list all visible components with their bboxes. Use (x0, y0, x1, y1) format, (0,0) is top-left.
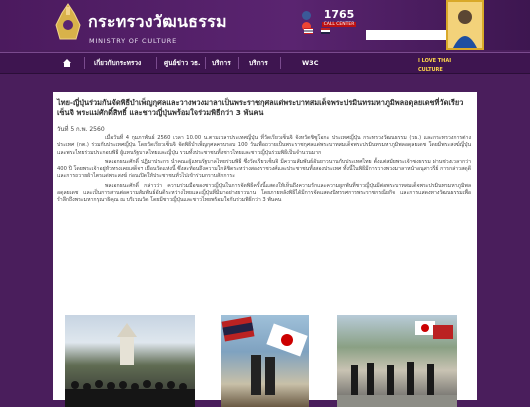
nav-services-2[interactable]: บริการ (249, 59, 268, 67)
home-icon[interactable] (62, 58, 72, 68)
article-body (57, 135, 471, 207)
article-title: ไทย-ญี่ปุ่นร่วมกันจัดพิธีบำเพ็ญกุศลและวางพวงมาลาเป็นพระราชกุศลแด่พระบาทสมเด็จพระปรมินทรมหาภูมิพลอดุลยเดชที่วัดเรียวเซ็นจิ พระแม่ศักดิ์สิทธิ์ และชาวญี่ปุ่นพร้อมใจร่วมพิธีกว่า 3 พันคน (57, 98, 464, 117)
thai-flag-icon[interactable] (304, 28, 313, 34)
site-title[interactable]: กระทรวงวัฒนธรรม (88, 12, 227, 31)
call-center-label: CALL CENTER (323, 22, 355, 27)
royal-portrait (446, 0, 484, 50)
nav-about-ministry[interactable]: เกี่ยวกับกระทรวง (94, 59, 142, 67)
site-subtitle: MINISTRY OF CULTURE (89, 37, 178, 45)
photo-ceremony-procession (337, 315, 457, 407)
article-paragraph: พลเอกธนะศักดิ์ กล่าวว่า ความร่วมมือของชาวญี่ปุ่นในการจัดพิธีครั้งนี้แสดงให้เห็นถึงความรักและความผูกพันที่ชาวญี่ปุ่นมีต่อพระบาทสมเด็จพระปรมินทรมหาภูมิพลอดุลยเดช และเป็นการสานต่อความสัมพันธ์อันดีระหว่างไทยและญี่ปุ่นที่มีมาอย่างยาวนาน โดยภายหลังพิธีได้มีการจัดแสดงนิทรรศการพระราชกรณียกิจ และการแสดงทางวัฒนธรรมเพื่อรำลึกถึงพระมหากรุณาธิคุณ ณ บริเวณวัด โดยมีชาวญี่ปุ่นและชาวไทยพร้อมใจกันร่วมพิธีกว่า 3 พันคน (57, 182, 471, 204)
nav-separator (205, 57, 206, 69)
nav-separator (84, 57, 85, 69)
facebook-icon[interactable] (302, 11, 311, 20)
nav-separator (156, 57, 157, 69)
photo-flag-bearers (221, 315, 309, 407)
nav-separator (238, 57, 239, 69)
nav-services[interactable]: บริการ (212, 59, 231, 67)
nav-separator (280, 57, 281, 69)
ministry-logo-icon[interactable] (54, 3, 82, 43)
site-header (0, 0, 530, 50)
nav-i-love-thai-culture[interactable]: I LOVE THAI CULTURE (418, 58, 452, 73)
article-paragraph: เมื่อวันที่ 4 กุมภาพันธ์ 2560 เวลา 10.00 น.ตามเวลาประเทศญี่ปุ่น ที่วัดเรียวเซ็นจิ จังหวัดชิซูโอกะ ประเทศญี่ปุ่น กระทรวงวัฒนธรรม (วธ.) และกระทรวงการต่างประเทศ (กต.) ร่วมกับประเทศญี่ปุ่น โดยวัดเรียวเซ็นจิ จัดพิธีบำเพ็ญกุศลครบรอบ 100 วันเพื่อถวายเป็นพระราชกุศลแด่พระบาทสมเด็จพระปรมินทรมหาภูมิพลอดุลยเดช โดยมีพระสงฆ์ญี่ปุ่นและพระไทยร่วมประกอบพิธี ผู้แทนรัฐบาลไทยและญี่ปุ่น รวมทั้งประชาชนทั้งชาวไทยและชาวญี่ปุ่นร่วมพิธีเป็นจำนวนมาก (57, 135, 471, 156)
article-photo-flags[interactable] (221, 315, 309, 407)
article-paragraph: พลเอกธนะศักดิ์ ปฏิมาประกร นำคณะผู้แทนรัฐบาลไทยร่วมพิธี ซึ่งวัดเรียวเซ็นจิ มีความสัมพันธ์อันยาวนานกับประเทศไทย ตั้งแต่สมัยพระเจ้าซงธรรม ผ่านช่วงเวลากว่า 400 ปี โดยพระเจ้าอยู่หัวทรงเคยเสด็จฯ เยือนวัดแห่งนี้ ซึ่งสะท้อนถึงความใกล้ชิดระหว่างสองราชวงศ์และประชาชนทั้งสองประเทศ ทั้งนี้ในพิธีมีการวางพวงมาลาหน้าอนุสาวรีย์ การกล่าวสดุดี และการถวายผ้าไตรแด่พระสงฆ์ ก่อนเปิดให้ประชาชนทั่วไปเข้าร่วมกราบสักการะ (57, 158, 471, 180)
article-photo-ceremony[interactable] (337, 315, 457, 407)
article-photo-crowd[interactable] (65, 315, 195, 407)
photo-crowd-memorial (65, 315, 195, 407)
nav-news-center[interactable]: ศูนย์ข่าว วธ. (164, 59, 201, 67)
search-input[interactable] (366, 30, 446, 40)
call-center-badge[interactable] (322, 9, 356, 31)
main-navigation (0, 52, 530, 74)
nav-w3c[interactable]: W3C (302, 59, 319, 67)
article-content (53, 92, 477, 400)
article-date: วันที่ 5 ก.พ. 2560 (57, 126, 105, 133)
call-center-number: 1765 (323, 8, 355, 21)
